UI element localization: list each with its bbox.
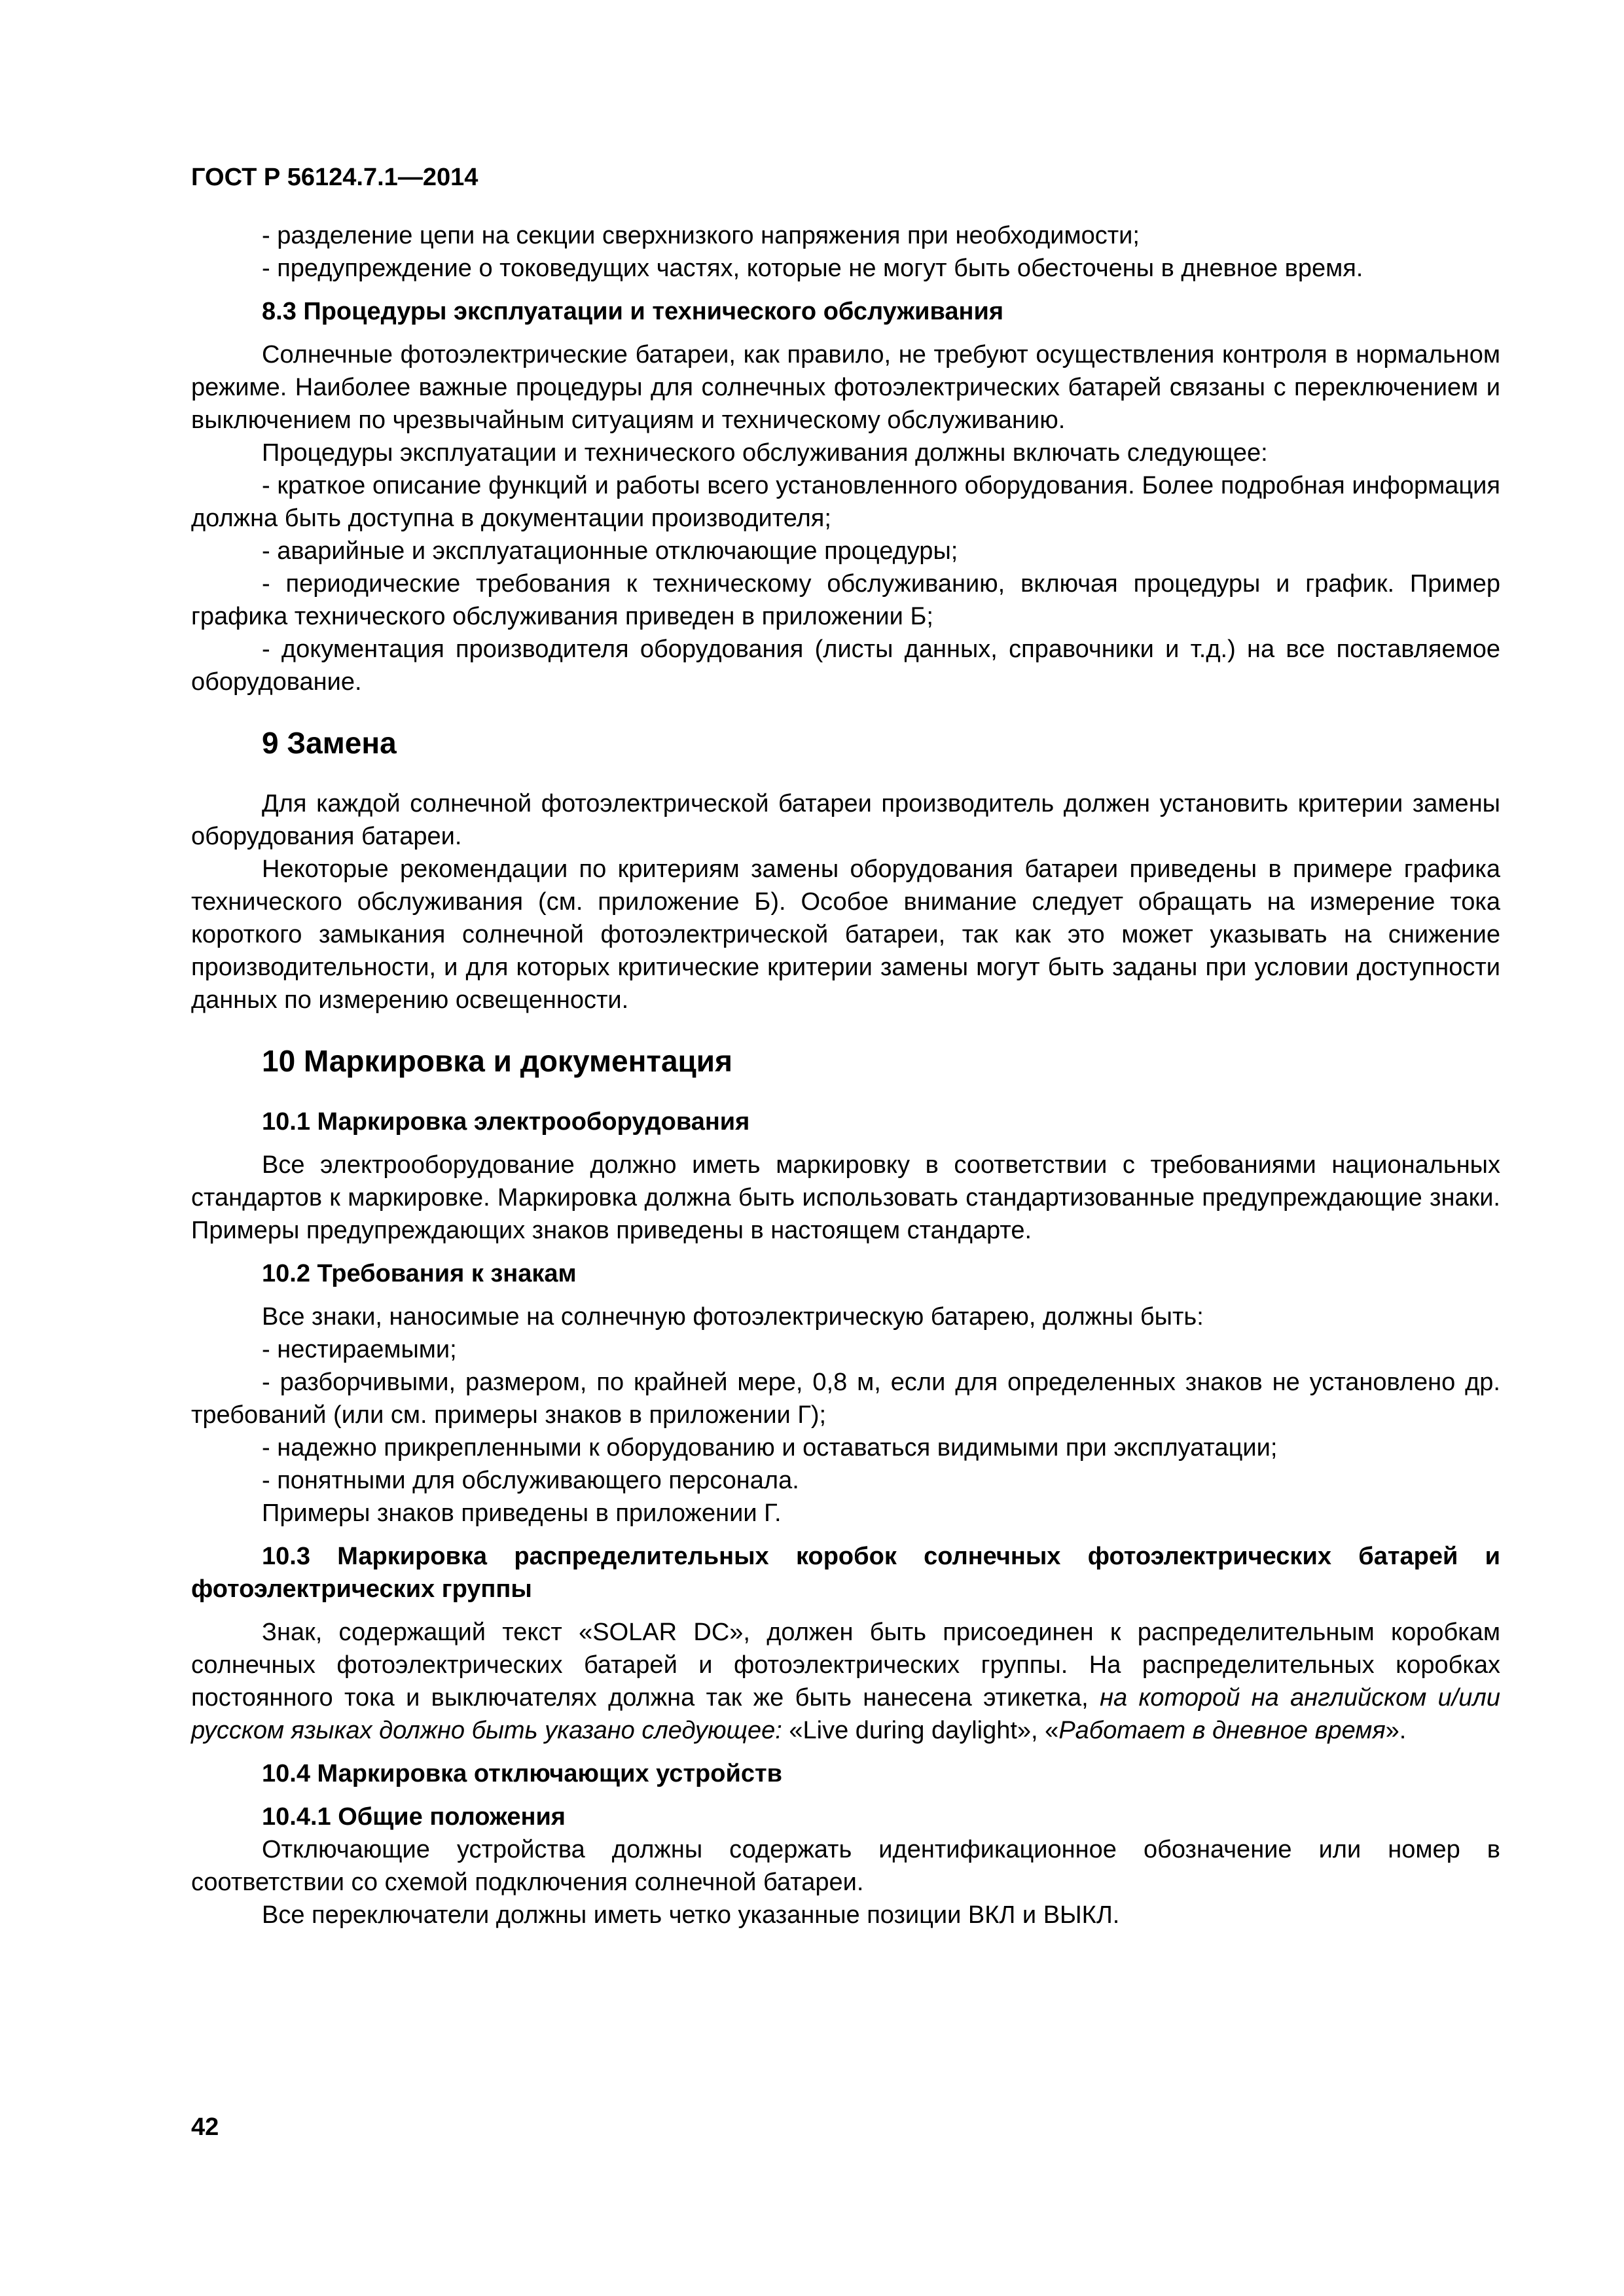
section-heading-9: 9 Замена [262, 726, 397, 760]
text-run: ». [1385, 1717, 1407, 1744]
list-item: - разделение цепи на секции сверхнизкого напряжения при необходимости; [262, 222, 1140, 249]
paragraph: Все электрооборудование должно иметь маркировку в соответствии с требованиями национальных стандартов к маркировке. Маркировка должна быть использовать стандартизованные предупреждающие знаки. Примеры предупреждающих знаков приведены в настоящем стандарте. [191, 1151, 1500, 1244]
paragraph: Все знаки, наносимые на солнечную фотоэлектрическую батарею, должны быть: [262, 1303, 1204, 1331]
section-heading-10: 10 Маркировка и документация [262, 1044, 732, 1078]
page-number: 42 [191, 2113, 219, 2141]
section-heading-10-3: 10.3 Маркировка распределительных коробок солнечных фотоэлектрических батарей и фотоэлектрических группы [191, 1543, 1500, 1603]
list-item: - предупреждение о токоведущих частях, которые не могут быть обесточены в дневное время. [262, 255, 1363, 282]
italic-text-run: на которой на английском и/или русском языках должно быть указано следующее: [191, 1684, 1500, 1744]
paragraph: Отключающие устройства должны содержать идентификационное обозначение или номер в соответствии со схемой подключения солнечной батареи. [191, 1836, 1500, 1896]
paragraph: Для каждой солнечной фотоэлектрической батареи производитель должен установить критерии замены оборудования батареи. [191, 790, 1500, 850]
text-run: «Live during daylight», « [782, 1717, 1059, 1744]
section-heading-10-1: 10.1 Маркировка электрооборудования [262, 1108, 750, 1136]
section-heading-10-4-1: 10.4.1 Общие положения [262, 1803, 566, 1831]
list-item: - документация производителя оборудования (листы данных, справочники и т.д.) на все поставляемое оборудование. [191, 636, 1500, 696]
list-item: - надежно прикрепленными к оборудованию и оставаться видимыми при эксплуатации; [262, 1434, 1278, 1462]
list-item: - понятными для обслуживающего персонала. [262, 1467, 799, 1494]
section-heading-8-3: 8.3 Процедуры эксплуатации и технического обслуживания [262, 298, 1004, 325]
paragraph: Все переключатели должны иметь четко указанные позиции ВКЛ и ВЫКЛ. [262, 1901, 1120, 1929]
list-item: - нестираемыми; [262, 1336, 457, 1363]
italic-text-run: Работает в дневное время [1058, 1717, 1386, 1744]
paragraph: Примеры знаков приведены в приложении Г. [262, 1499, 782, 1527]
section-heading-10-2: 10.2 Требования к знакам [262, 1260, 577, 1287]
list-item: - краткое описание функций и работы всего установленного оборудования. Более подробная информация должна быть доступна в документации производителя; [191, 472, 1500, 532]
list-item: - периодические требования к техническому обслуживанию, включая процедуры и график. Пример графика технического обслуживания приведен в приложении Б; [191, 570, 1500, 630]
paragraph: Солнечные фотоэлектрические батареи, как правило, не требуют осуществления контроля в нормальном режиме. Наиболее важные процедуры для солнечных фотоэлектрических батарей связаны с переключением и выключением по чрезвычайным ситуациям и техническому обслуживанию. [191, 341, 1500, 434]
list-item: - разборчивыми, размером, по крайней мере, 0,8 м, если для определенных знаков не установлено др. требований (или см. примеры знаков в приложении Г); [191, 1369, 1500, 1429]
page-header: ГОСТ Р 56124.7.1—2014 [191, 164, 478, 191]
list-item: - аварийные и эксплуатационные отключающие процедуры; [262, 537, 958, 565]
paragraph: Некоторые рекомендации по критериям замены оборудования батареи приведены в примере графика технического обслуживания (см. приложение Б). Особое внимание следует обращать на измерение тока короткого замыкания солнечной фотоэлектрической батареи, так как это может указывать на снижение производительности, и для которых критические критерии замены могут быть заданы при условии доступности данных по измерению освещенности. [191, 855, 1500, 1014]
section-heading-10-4: 10.4 Маркировка отключающих устройств [262, 1760, 782, 1787]
paragraph [191, 1616, 1500, 1747]
page-content [191, 219, 1500, 1931]
text-run: Знак, содержащий текст «SOLAR DC», должен быть присоединен к распределительным коробкам солнечных фотоэлектрических батарей и фотоэлектрических группы. На распределительных коробках постоянного тока и выключателях должна так же быть нанесена этикетка, [191, 1619, 1500, 1712]
paragraph: Процедуры эксплуатации и технического обслуживания должны включать следующее: [262, 439, 1268, 467]
